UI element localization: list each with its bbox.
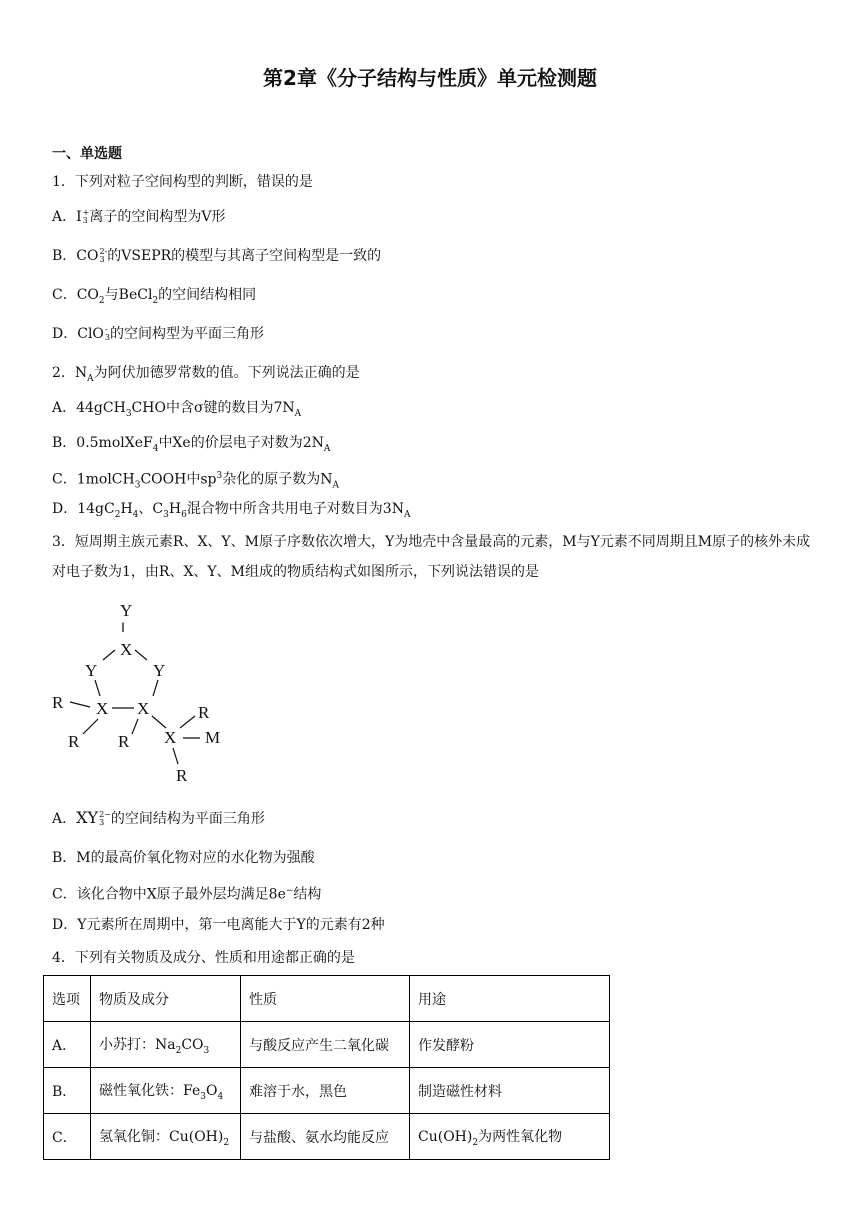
structural-formula [50,598,250,788]
table-cell-use: 制造磁性材料 [410,1068,610,1114]
atom-r-5: R [176,766,188,785]
q1-option-a: A．I + 3 离子的空间构型为V形 [52,208,226,225]
atom-y-right: Y [153,661,166,680]
atom-r-1: R [52,693,64,712]
q1-stem: 1．下列对粒子空间构型的判断，错误的是 [52,174,313,190]
atom-r-3: R [68,732,80,751]
table-cell-property: 与酸反应产生二氧化碳 [241,1022,410,1068]
q3-option-d: D．Y元素所在周期中，第一电离能大于Y的元素有2种 [52,917,385,933]
page-title: 第2章《分子结构与性质》单元检测题 [263,66,597,90]
table-cell-use: 作发酵粉 [410,1022,610,1068]
q2-option-b: B．0.5molXeF$_4$中Xe的价层电子对数为$2N_A$ [52,435,331,454]
q3-stem: 3．短周期主族元素R、X、Y、M原子序数依次增大，Y为地壳中含量最高的元素，M与Y元素不同周期且M原子的核外未成对电子数为1，由R、X、Y、M组成的物质结构式如图所示，下列说法错误的是 [52,534,811,580]
table-cell-option: B． [44,1068,91,1114]
atom-x-top: X [120,640,133,659]
q3-option-c: C．该化合物中X原子最外层均满足8e−结构 [52,886,322,903]
table-row [44,1022,610,1068]
q4-table [43,975,610,1160]
table-header-cell: 选项 [44,976,91,1022]
q1-option-c: C．$CO_2$与BeCl$_2$的空间结构相同 [52,287,257,306]
q1-option-b: B．CO 2- 3 的VSEPR的模型与其离子空间构型是一致的 [52,247,382,264]
table-header-cell: 物质及成分 [91,976,241,1022]
atom-y-top: Y [120,601,133,620]
table-cell-option: C． [44,1114,91,1160]
table-header-cell: 性质 [241,976,410,1022]
atom-x-left: X [96,699,109,718]
q1-option-d: D．ClO - 3 的空间构型为平面三角形 [52,325,264,342]
q2-option-d: D．$14gC_2H_4$、$C_3H_6$混合物中所含共用电子对数目为$3N_A$ [52,501,411,520]
q3-option-a: A．XY 2− 3 的空间结构为平面三角形 [52,808,265,827]
table-cell-substance: 小苏打：$Na_2CO_3$ [91,1022,241,1068]
atom-x-bottom: X [164,728,177,747]
table-cell-substance: 氢氧化铜：$Cu(OH)_2$ [91,1114,241,1160]
atom-r-2: R [198,703,210,722]
table-header-cell: 用途 [410,976,610,1022]
atom-x-right: X [137,699,150,718]
table-cell-property: 与盐酸、氨水均能反应 [241,1114,410,1160]
table-cell-use: $Cu(OH)_2$为两性氧化物 [410,1114,610,1160]
table-cell-property: 难溶于水，黑色 [241,1068,410,1114]
q3-option-b: B．M的最高价氧化物对应的水化物为强酸 [52,850,315,866]
atom-y-left: Y [85,661,98,680]
table-cell-option: A． [44,1022,91,1068]
atom-m: M [205,728,221,747]
table-header-row [44,976,610,1022]
table-row [44,1114,610,1160]
q2-option-a: A．44gCH$_3$CHO中含σ键的数目为$7N_A$ [52,400,302,419]
table-cell-substance: 磁性氧化铁：$Fe_3O_4$ [91,1068,241,1114]
section-heading: 一、单选题 [52,146,122,162]
double-bond: ‖ [121,621,125,636]
q2-option-c: C．1molCH$_3$COOH中$sp^3$杂化的原子数为$N_A$ [52,471,339,491]
q2-stem: 2．$N_A$为阿伏加德罗常数的值。下列说法正确的是 [52,365,360,384]
table-row [44,1068,610,1114]
q4-stem: 4．下列有关物质及成分、性质和用途都正确的是 [52,950,355,966]
atom-r-4: R [118,732,130,751]
